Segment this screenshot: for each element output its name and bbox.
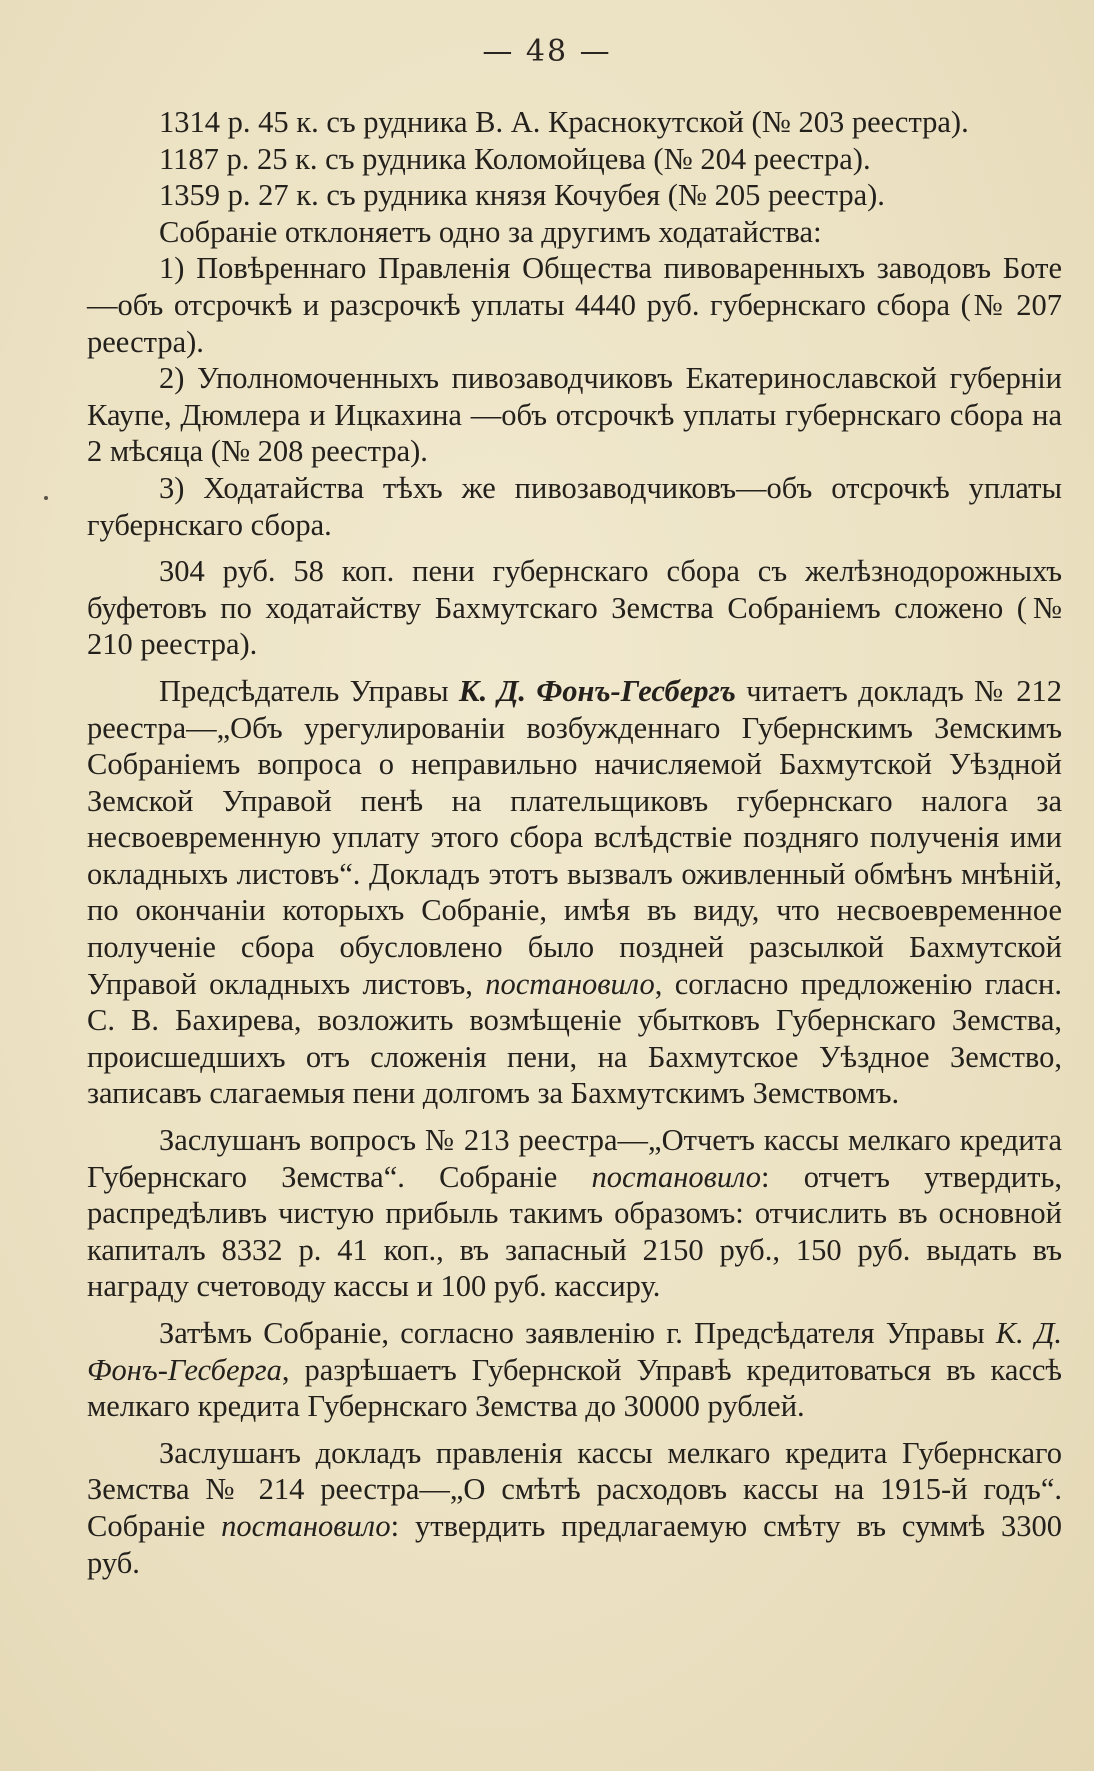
paragraph-9-text-1: Предсѣдатель Управы <box>159 673 459 708</box>
margin-mark <box>44 496 48 500</box>
resolution-word: постановило <box>591 1159 762 1194</box>
paragraph-10 <box>87 1122 1062 1305</box>
page-body <box>87 104 1062 1581</box>
paragraph-2: 1187 р. 25 к. съ рудника Коломойцева (№ 204 реестра). <box>159 141 871 176</box>
paragraph-11-text-1: Затѣмъ Собраніе, согласно заявленію г. Предсѣдателя Управы <box>159 1316 996 1350</box>
chairman-name: К. Д. Фонъ-Гесберга <box>87 1316 1062 1387</box>
paragraph-7: 3) Ходатайства тѣхъ же пивозаводчиковъ—объ отсрочкѣ уплаты губернскаго сбора. <box>87 470 1062 542</box>
paragraph-12 <box>87 1435 1062 1581</box>
paragraph-10-text-1: Заслушанъ вопросъ № 213 реестра—„Отчетъ кассы мелкаго кредита Губернскаго Земства“. Собраніе <box>87 1123 1062 1194</box>
paragraph-12-text-1: Заслушанъ докладъ правленія кассы мелкаго кредита Губернскаго Земства № 214 реестра—„О смѣтѣ расходовъ кассы на 1915-й годъ“. Собраніе <box>87 1435 1062 1543</box>
chairman-name: К. Д. Фонъ-Гесбергъ <box>458 673 736 708</box>
paragraph-12-text-2: : утвердить предлагаемую смѣту въ суммѣ 3300 руб. <box>87 1508 1063 1580</box>
resolution-word: постановило <box>221 1508 391 1543</box>
page-number: — 48 — <box>482 34 612 69</box>
paragraph-3: 1359 р. 27 к. съ рудника князя Кочубея (№ 205 реестра). <box>159 178 885 213</box>
paragraph-9-text-2: читаетъ докладъ № 212 реестра—„Объ урегулированіи возбужденнаго Губернскимъ Земскимъ Собраніемъ вопроса о неправильно начисляемой Бахмутской Уѣздной Земской Управой пенѣ на плательщиковъ губернскаго налога за несвоевременную уплату этого сбора вслѣдствіе поздняго полученія ими окладныхъ листовъ“. Докладъ этотъ вызвалъ оживленный обмѣнъ мнѣній, по окончаніи которыхъ Собраніе, имѣя въ виду, что несвоевременное полученіе сбора обусловлено было поздней разсылкой Бахмутской Управой окладныхъ листовъ, <box>87 673 1062 1001</box>
paragraph-8: 304 руб. 58 коп. пени губернскаго сбора съ желѣзнодорожныхъ буфетовъ по ходатайству Бахмутскаго Земства Собраніемъ сложено (№ 210 реестра). <box>87 554 1062 662</box>
paragraph-5: 1) Повѣреннаго Правленія Общества пивоваренныхъ заводовъ Боте—объ отсрочкѣ и разсрочкѣ уплаты 4440 руб. губернскаго сбора (№ 207 реестра). <box>87 251 1062 359</box>
paragraph-4: Собраніе отклоняетъ одно за другимъ ходатайства: <box>159 214 822 249</box>
paragraph-6: 2) Уполномоченныхъ пивозаводчиковъ Екатеринославской губерніи Каупе, Дюмлера и Ицкахина —объ отсрочкѣ уплаты губернскаго сбора на 2 мѣсяца (№ 208 реестра). <box>87 361 1062 469</box>
paragraph-9 <box>87 673 1062 1112</box>
paragraph-9-text-3: , согласно предложенію гласн. С. В. Бахирева, возложить возмѣщеніе убытковъ Губернскаго Земства, происшедшихъ отъ сложенія пени, на Бахмутское Уѣздное Земство, записавъ слагаемыя пени долгомъ за Бахмутскимъ Земствомъ. <box>87 966 1062 1111</box>
paragraph-1: 1314 р. 45 к. съ рудника В. А. Краснокутской (№ 203 реестра). <box>159 105 969 139</box>
paragraph-11-text-2: , разрѣшаетъ Губернской Управѣ кредитоваться въ кассѣ мелкаго кредита Губернскаго Земства до 30000 рублей. <box>87 1352 1062 1424</box>
paragraph-10-text-2: : отчетъ утвердить, распредѣливъ чистую прибыль такимъ образомъ: отчислить въ основной капиталъ 8332 р. 41 коп., въ запасный 2150 руб., 150 руб. выдать въ награду счетоводу кассы и 100 руб. кассиру. <box>87 1159 1062 1304</box>
paragraph-11 <box>87 1315 1062 1425</box>
resolution-word: постановило <box>485 966 655 1001</box>
